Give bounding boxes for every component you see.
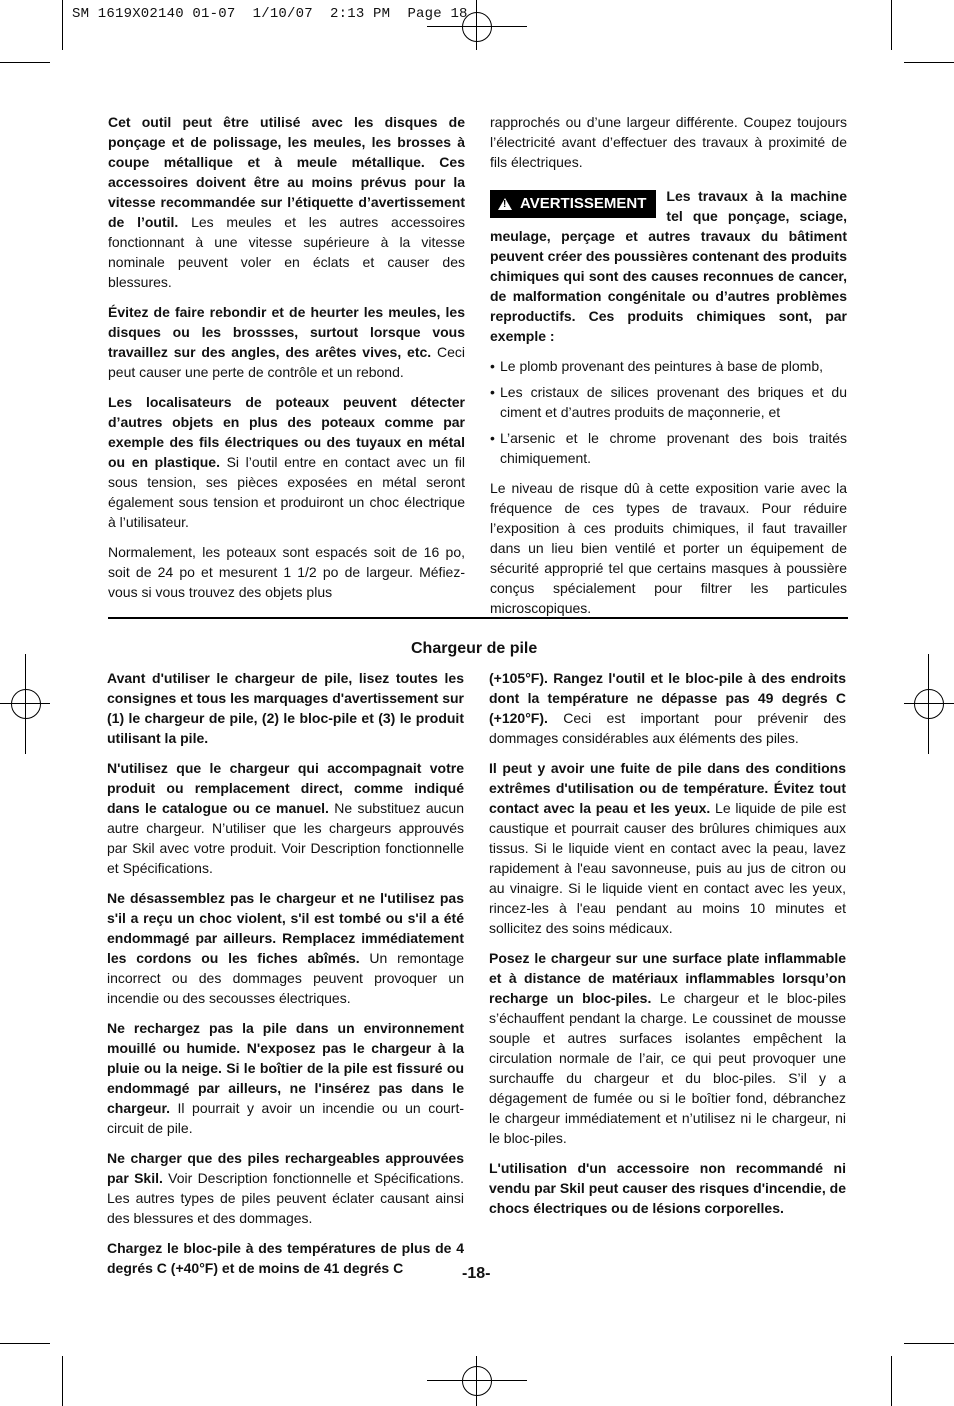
body-text: rapprochés ou d’une largeur différente. Coupez toujours l’électricité avant d’effectuer des travaux à proximité de fils électriques. xyxy=(490,114,847,170)
body-text: Voir Description fonctionnelle et Spécifications. Les autres types de piles peuvent éclater causant ainsi des blessures et des dommages. xyxy=(107,1170,464,1226)
bold-text: Ne désassemblez pas le chargeur et ne l'utilisez pas s'il a reçu un choc violent, s'il est tombé ou s'il a été endommagé par ailleurs. Remplacez immédiatement les cordons ou les fiches abîmés. xyxy=(107,890,464,966)
bold-text: Chargez le bloc-pile à des températures de plus de 4 degrés C (+40°F) et de moins de 41 degrés C xyxy=(107,1240,464,1276)
bold-text: Avant d'utiliser le chargeur de pile, lisez toutes les consignes et tous les marquages d'avertissement sur (1) le chargeur de pile, (2) le bloc-pile et (3) le produit utilisant la pile. xyxy=(107,670,464,746)
paragraph xyxy=(108,302,465,382)
paragraph xyxy=(489,758,846,938)
paragraph xyxy=(489,1158,846,1218)
body-text: Le niveau de risque dû à cette exposition varie avec la fréquence de ces types de travaux. Pour réduire l’exposition à ces produits chimiques, il faut travailler dans un lieu bien ventilé et porter un équipement de sécurité approprié tel que certains masques à poussière conçus spécialement pour filtrer les particules microscopiques. xyxy=(490,480,847,616)
bullet-list xyxy=(490,356,847,468)
paragraph xyxy=(108,112,465,292)
bold-text: Ne charger que des piles rechargeables approuvées par Skil. xyxy=(107,1150,464,1186)
print-slug: SM 1619X02140 01-07 1/10/07 2:13 PM Page 18 xyxy=(72,6,468,22)
paragraph xyxy=(107,1148,464,1228)
paragraph xyxy=(107,1018,464,1138)
left-top-column xyxy=(108,112,465,612)
bold-text: Ne rechargez pas la pile dans un environnement mouillé ou humide. N'exposez pas le chargeur à la pluie ou la neige. Si le boîtier de la pile est fissuré ou endommagé par ailleurs, ne l'insérez pas dans le chargeur. xyxy=(107,1020,464,1116)
body-text: Ceci est important pour prévenir des dommages considérables aux éléments des piles. xyxy=(489,710,846,746)
bold-text: N'utilisez que le chargeur qui accompagnait votre produit ou remplacement direct, comme indiqué dans le catalogue ou ce manuel. xyxy=(107,760,464,816)
warning-paragraph xyxy=(490,186,847,346)
list-item: • L’arsenic et le chrome provenant des bois traités chimiquement. xyxy=(490,428,847,468)
bold-text: Évitez de faire rebondir et de heurter les meules, les disques ou les brossses, surtout lorsque vous travaillez sur des angles, des arêtes vives, etc. xyxy=(108,304,465,360)
paragraph xyxy=(489,668,846,748)
paragraph xyxy=(107,758,464,878)
bold-text: (+105°F). Rangez l'outil et le bloc-pile à des endroits dont la température ne dépasse pas 49 degrés C (+120°F). xyxy=(489,670,846,726)
body-text: Il pourrait y avoir un incendie ou un court-circuit de pile. xyxy=(107,1100,464,1136)
warning-triangle-icon: ! xyxy=(498,198,512,210)
bold-text: Les travaux à la machine tel que ponçage, sciage, meulage, perçage et autres travaux du bâtiment peuvent créer des poussières contenant des produits chimiques qui sont des causes reconnues de cancer, de malformation congénitale ou d’autres problèmes reproductifs. Ces produits chimiques sont, par exemple : xyxy=(490,188,847,344)
body-text: Le chargeur et le bloc-piles s’échauffent pendant la charge. Le coussinet de mousse souple et autres surfaces isolantes empêchent la circulation normale de l’air, ce qui peut provoquer une surchauffe du chargeur et du bloc-piles. S’il y a dégagement de fumée ou si le boîtier fond, débranchez le chargeur immédiatement et n’utilisez ni le chargeur, ni le bloc-piles. xyxy=(489,990,846,1146)
paragraph xyxy=(107,888,464,1008)
paragraph xyxy=(490,112,847,172)
paragraph xyxy=(107,668,464,748)
paragraph xyxy=(489,948,846,1148)
body-text: Ne substituez aucun autre chargeur. N’utiliser que les chargeurs approuvés par Skil avec votre produit. Voir Description fonctionnelle et Spécifications. xyxy=(107,800,464,876)
bold-text: Les localisateurs de poteaux peuvent détecter d’autres objets en plus des poteaux comme par exemple des fils électriques ou des tuyaux en métal ou en plastique. xyxy=(108,394,465,470)
body-text: Ceci peut causer une perte de contrôle et un rebond. xyxy=(108,344,465,380)
body-text: Les meules et les autres accessoires fonctionnant à une vitesse supérieure à la vitesse nominale peuvent voler en éclats et causer des blessures. xyxy=(108,214,465,290)
right-bottom-column xyxy=(489,668,846,1228)
left-bottom-column xyxy=(107,668,464,1288)
body-text: Le liquide de pile est caustique et pourrait causer des brûlures chimiques aux tissus. Si le liquide vient en contact avec la peau, lavez rapidement à l'eau savonneuse, puis au jus de citron ou au vinaigre. Si le liquide vient en contact avec les yeux, rincez-les à l'eau pendant au moins 10 minutes et sollicitez des soins médicaux. xyxy=(489,800,846,936)
bold-text: Cet outil peut être utilisé avec les disques de ponçage et de polissage, les meules, les brosses à coupe métallique et à meule métallique. Ces accessoires doivent être au moins prévus pour la vitesse recommandée sur l’étiquette d’avertissement de l’outil. xyxy=(108,114,465,230)
paragraph xyxy=(108,392,465,532)
section-title: Chargeur de pile xyxy=(411,640,538,657)
body-text: Si l’outil entre en contact avec un fil sous tension, ses pièces exposées en métal seront également sous tension et produiront un choc électrique à l’utilisateur. xyxy=(108,454,465,530)
bold-text: L'utilisation d'un accessoire non recommandé ni vendu par Skil peut causer des risques d'incendie, de chocs électriques ou de lésions corporelles. xyxy=(489,1160,846,1216)
paragraph xyxy=(490,478,847,618)
paragraph xyxy=(108,542,465,602)
section-divider xyxy=(108,617,848,619)
bold-text: Il peut y avoir une fuite de pile dans des conditions extrêmes d'utilisation ou de température. Évitez tout contact avec la peau et les yeux. xyxy=(489,760,846,816)
body-text: Un remontage incorrect ou des dommages peuvent provoquer un incendie ou des secousses électriques. xyxy=(107,950,464,1006)
list-item: • Les cristaux de silices provenant des briques et du ciment et d’autres produits de maçonnerie, et xyxy=(490,382,847,422)
page-number: -18- xyxy=(462,1265,491,1282)
list-item: • Le plomb provenant des peintures à base de plomb, xyxy=(490,356,847,376)
body-text: Normalement, les poteaux sont espacés soit de 16 po, soit de 24 po et mesurent 1 1/2 po de largeur. Méfiez-vous si vous trouvez des objets plus xyxy=(108,544,465,600)
warning-label: AVERTISSEMENT xyxy=(520,195,647,212)
paragraph xyxy=(107,1238,464,1278)
warning-badge xyxy=(490,190,656,218)
bold-text: Posez le chargeur sur une surface plate inflammable et à distance de matériaux inflammables lorsqu’on recharge un bloc-piles. xyxy=(489,950,846,1006)
right-top-column xyxy=(490,112,847,628)
